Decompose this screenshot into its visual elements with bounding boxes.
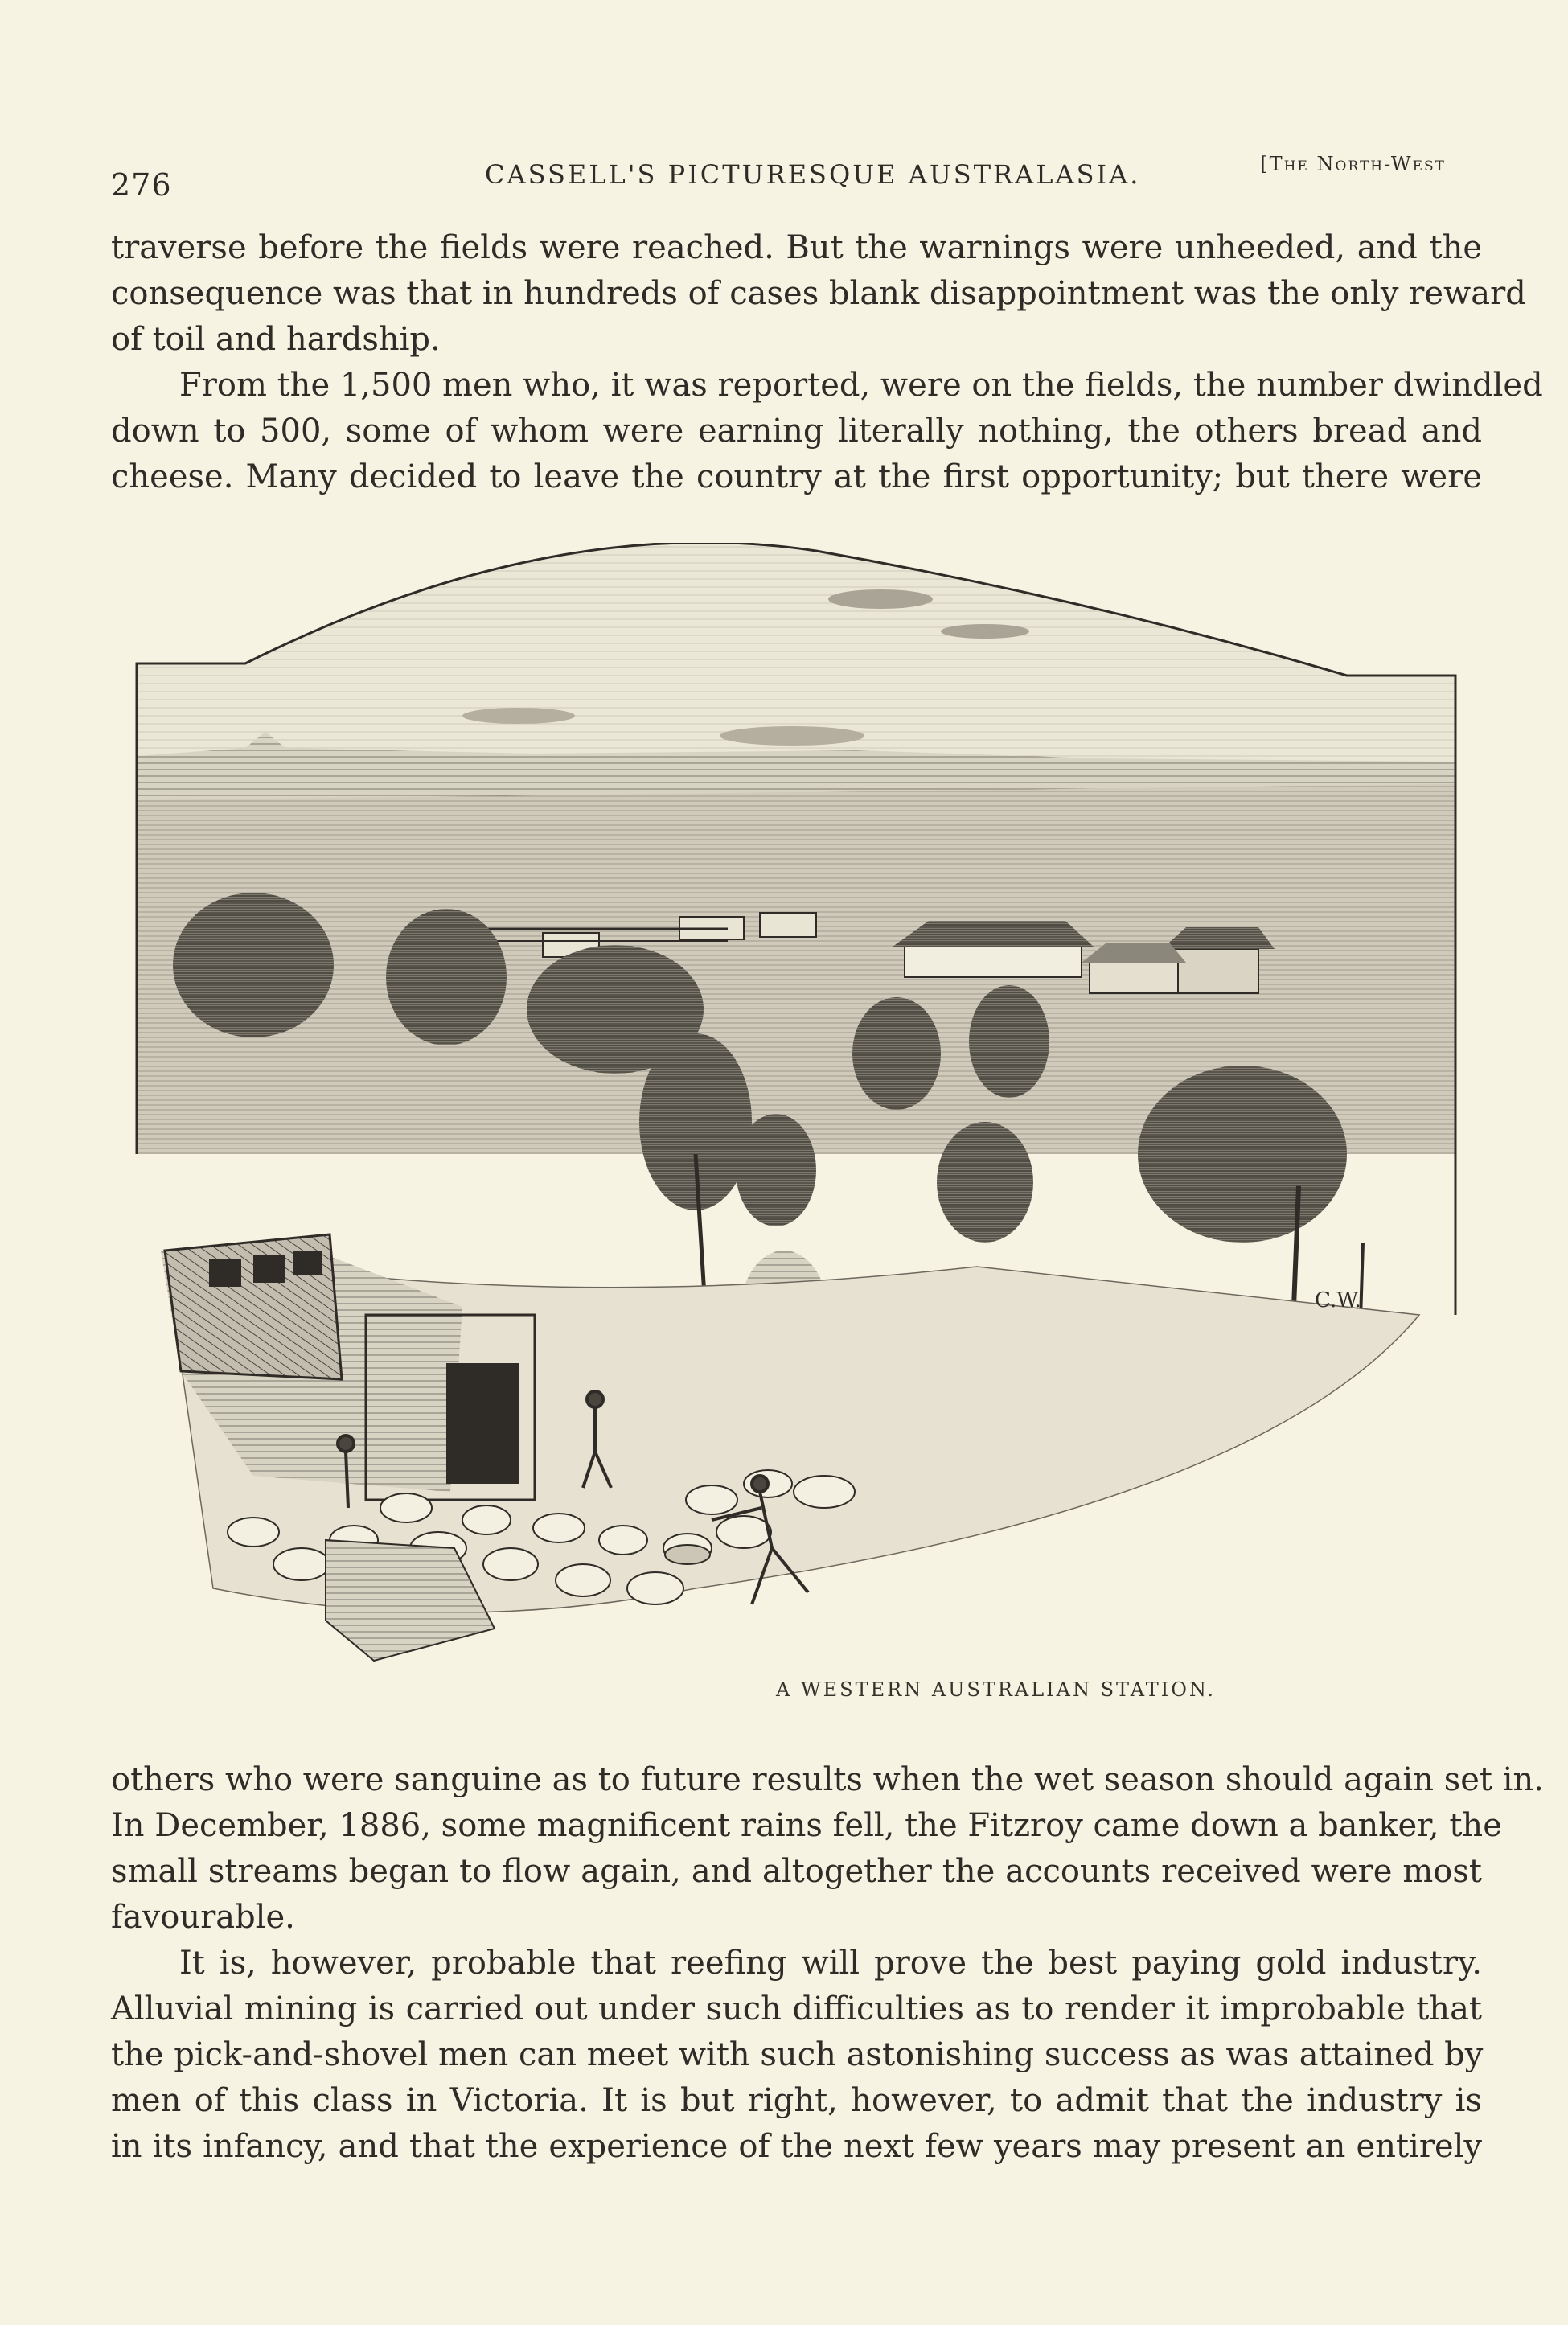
- text-line: It is, however, probable that reefing will prove the best paying gold industry.: [179, 1945, 1482, 1982]
- text-line: the pick-and-shovel men can meet with such astonishing success as was attained by: [111, 2036, 1484, 2073]
- paragraph: [111, 1757, 1544, 1941]
- text-line: traverse before the fields were reached. But the warnings were unheeded, and the: [111, 229, 1482, 266]
- text-line: Alluvial mining is carried out under such difficulties as to render it improbable that: [111, 1990, 1482, 2027]
- paragraph: [111, 1941, 1482, 2170]
- text-line: In December, 1886, some magnificent rains fell, the Fitzroy came down a banker, the: [111, 1807, 1502, 1844]
- text-line: From the 1,500 men who, it was reported, were on the fields, the number dwindled: [179, 367, 1543, 404]
- running-title: CASSELL'S PICTURESQUE AUSTRALASIA.: [485, 159, 1141, 190]
- text-line: down to 500, some of whom were earning literally nothing, the others bread and: [111, 413, 1482, 450]
- text-line: small streams began to flow again, and altogether the accounts received were most: [111, 1853, 1482, 1890]
- text-line: of toil and hardship.: [111, 321, 441, 358]
- page-number: 276: [111, 167, 172, 203]
- running-head: [111, 153, 1478, 201]
- station-engraving: [133, 543, 1459, 1709]
- engraving-illustration: [133, 543, 1459, 1709]
- paragraph-continued: [111, 225, 1526, 363]
- text-line: consequence was that in hundreds of cases blank disappointment was the only reward: [111, 275, 1526, 312]
- artist-signature: C.W.: [1315, 1288, 1361, 1312]
- text-line: cheese. Many decided to leave the country at the first opportunity; but there were: [111, 458, 1482, 495]
- text-line: favourable.: [111, 1899, 295, 1936]
- text-line: others who were sanguine as to future results when the wet season should again set in.: [111, 1761, 1544, 1798]
- dog: [665, 1545, 710, 1564]
- paragraph: [111, 363, 1543, 500]
- section-marker: [The North-West: [1260, 153, 1446, 175]
- body-text-top: [111, 225, 1543, 500]
- body-text-bottom: [111, 1757, 1544, 2170]
- text-line: in its infancy, and that the experience of the next few years may present an entirely: [111, 2128, 1482, 2165]
- illustration-caption: A WESTERN AUSTRALIAN STATION.: [776, 1678, 1217, 1701]
- text-line: men of this class in Victoria. It is but right, however, to admit that the industry is: [111, 2082, 1482, 2119]
